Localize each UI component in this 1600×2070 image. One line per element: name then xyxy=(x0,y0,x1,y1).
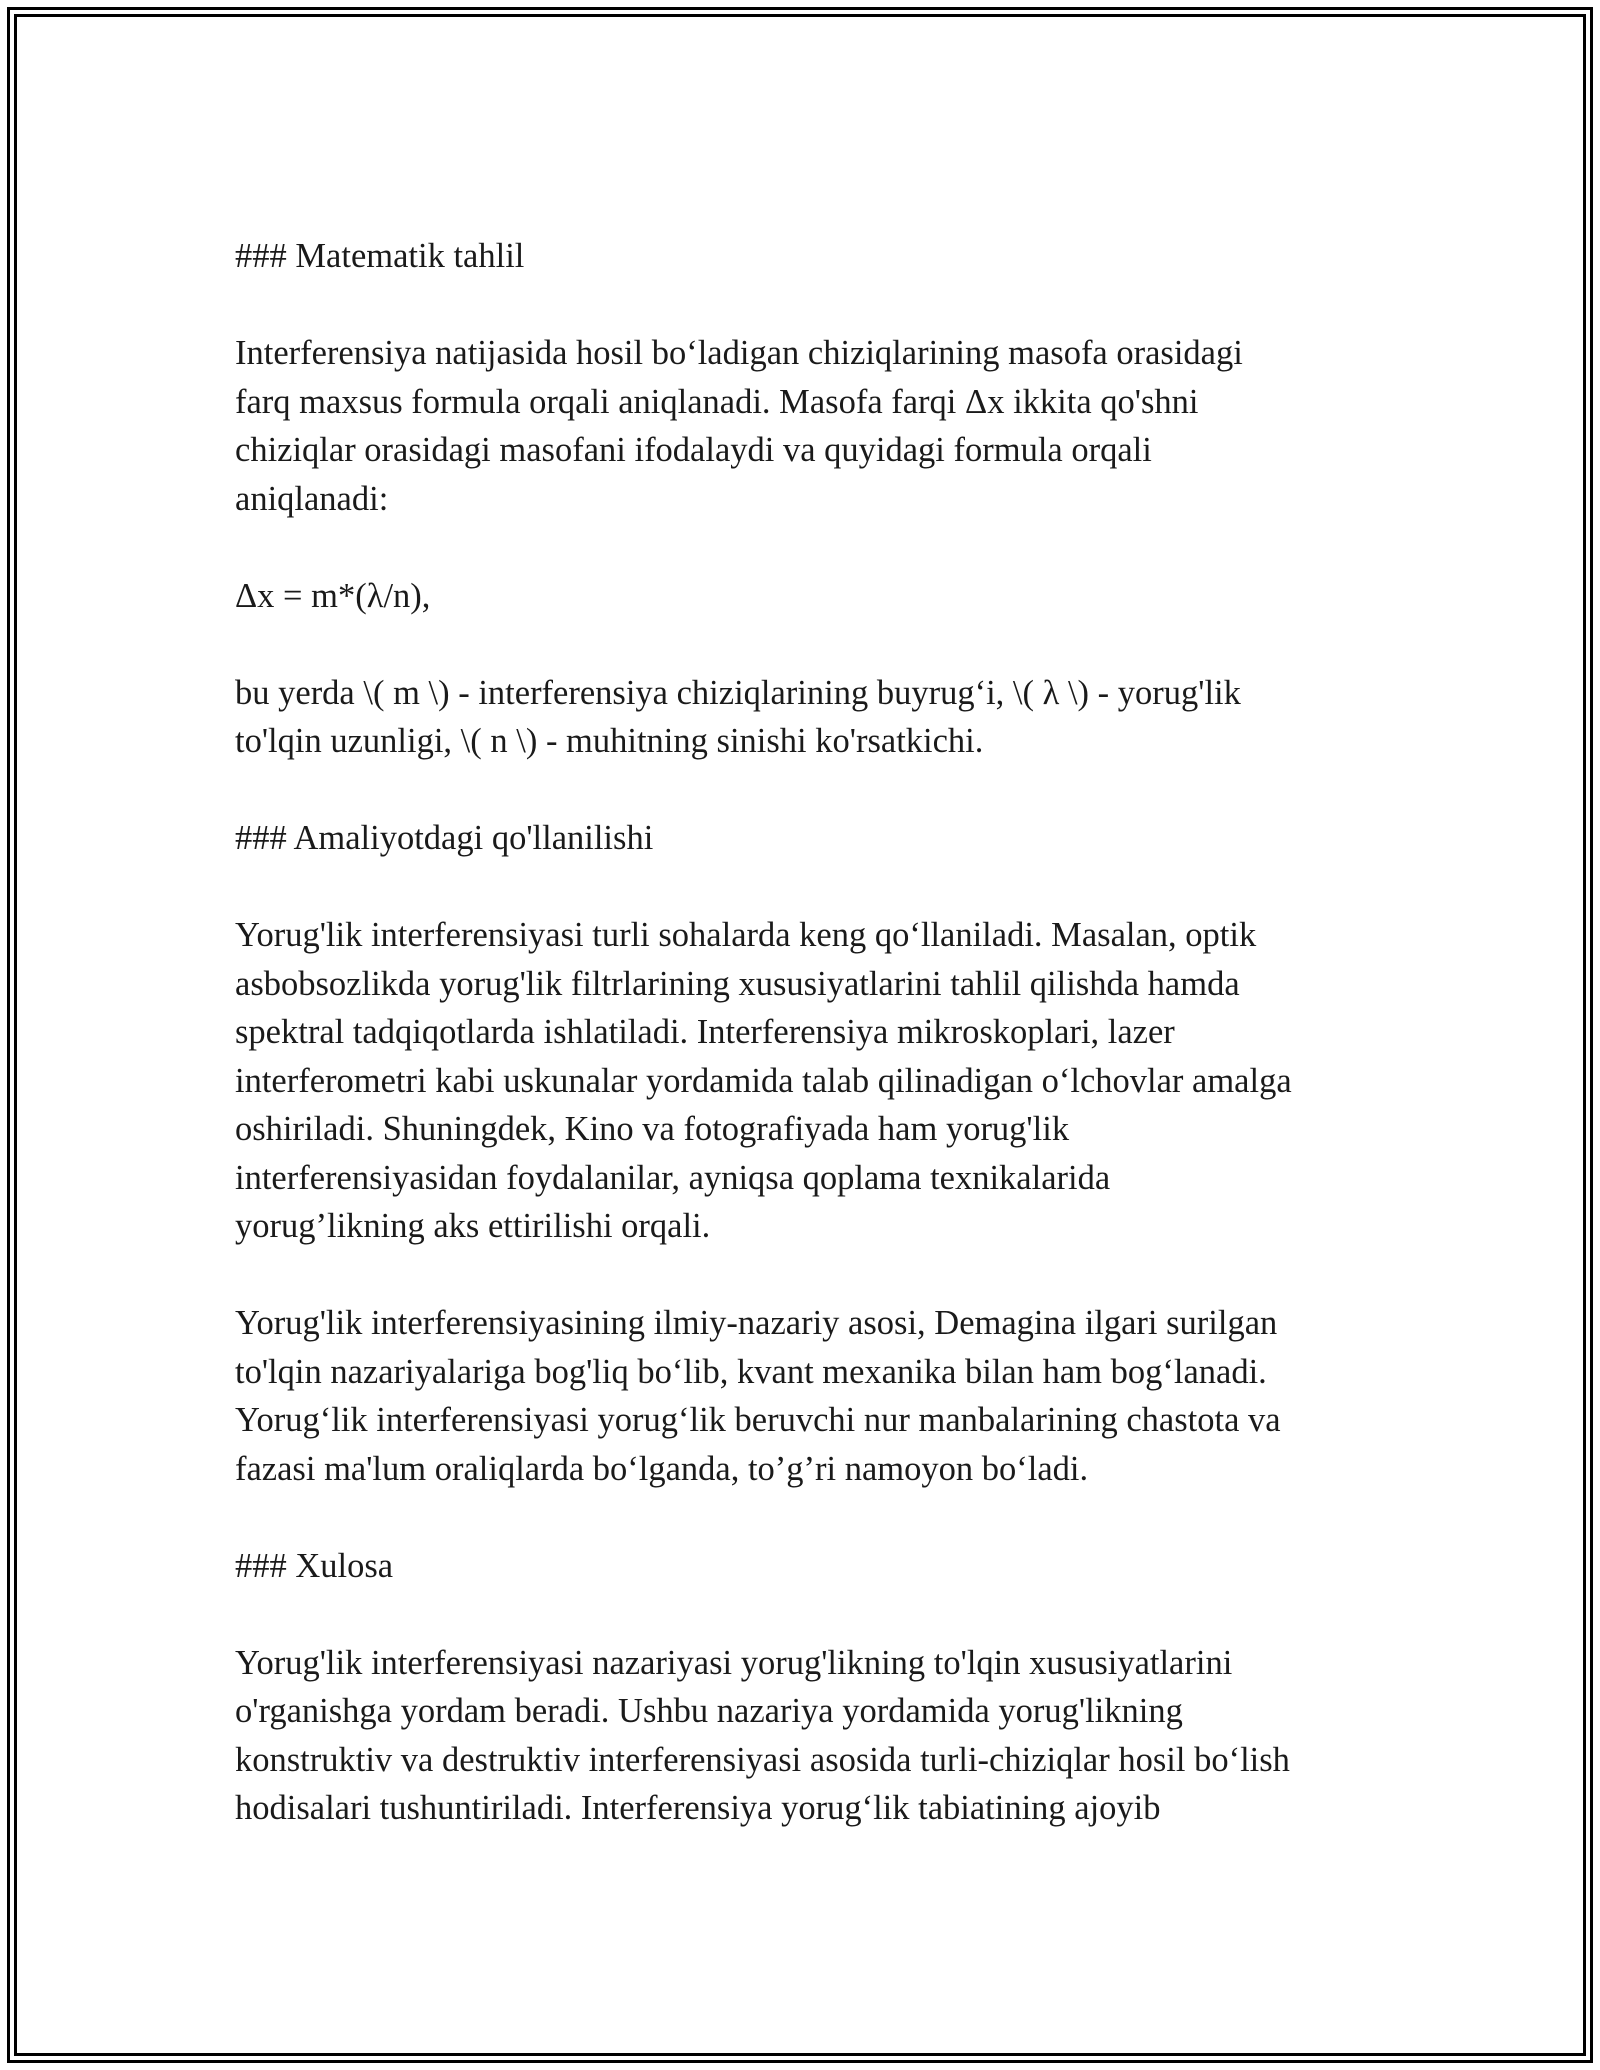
section-heading-xulosa: ### Xulosa xyxy=(235,1546,394,1585)
paragraph-interference-distance: Interferensiya natijasida hosil bo‘ladigan chiziqlarining masofa orasidagi farq maxsus formula orqali aniqlanadi. Masofa farqi Δx ikkita qo'shni chiziqlar orasidagi masofani ifodalaydi va quyidagi formula orqali aniqlanadi: xyxy=(235,334,1243,518)
section-heading-amaliyotdagi: ### Amaliyotdagi qo'llanilishi xyxy=(235,819,654,857)
paragraph-scientific-basis: Yorug'lik interferensiyasining ilmiy-nazariy asosi, Demagina ilgari surilgan to'lqin nazariyalariga bog'liq bo‘lib, kvant mexanika bilan ham bog‘lanadi. Yorug‘lik interferensiyasi yorug‘lik beruvchi nur manbalarining chastota va fazasi ma'lum oraliqlarda bo‘lganda, to’g’ri namoyon bo‘ladi. xyxy=(235,1304,1281,1488)
paragraph-applications: Yorug'lik interferensiyasi turli sohalarda keng qo‘llaniladi. Masalan, optik asbobsozlikda yorug'lik filtrlarining xususiyatlarini tahlil qilishda hamda spektral tadqiqotlarda ishlatiladi. Interferensiya mikroskoplari, lazer interferometri kabi uskunalar yordamida talab qilinadigan o‘lchovlar amalga oshiriladi. Shuningdek, Kino va fotografiyada ham yorug'lik interferensiyasidan foydalanilar, ayniqsa qoplama texnikalarida yorug’likning aks ettirilishi orqali. xyxy=(235,916,1292,1245)
paragraph-conclusion: Yorug'lik interferensiyasi nazariyasi yorug'likning to'lqin xususiyatlarini o'rganishga yordam beradi. Ushbu nazariya yordamida yorug'likning konstruktiv va destruktiv interferensiyasi asosida turli-chiziqlar hosil bo‘lish hodisalari tushuntiriladi. Interferensiya yorug‘lik tabiatining ajoyib xyxy=(235,1643,1290,1827)
paragraph-formula-variables: bu yerda \( m \) - interferensiya chiziqlarining buyrug‘i, \( λ \) - yorug'lik to'lqin uzunligi, \( n \) - muhitning sinishi ko'rsatkichi. xyxy=(235,673,1241,760)
formula-delta-x: Δx = m*(λ/n), xyxy=(235,576,431,615)
document-body xyxy=(235,232,1365,1833)
section-heading-matematik-tahlil: ### Matematik tahlil xyxy=(235,237,525,275)
